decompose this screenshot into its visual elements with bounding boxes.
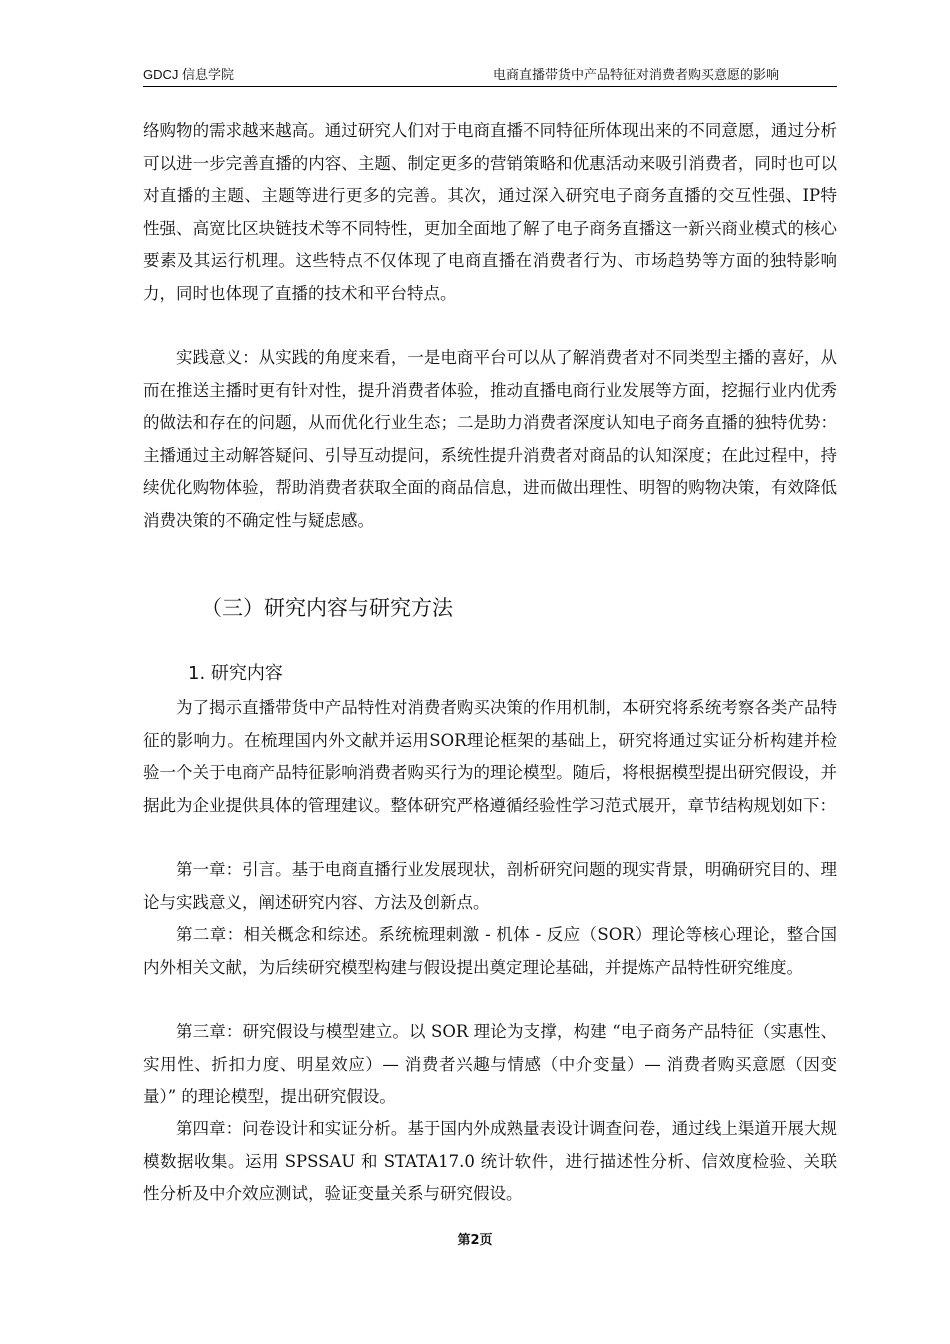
paragraph-chapter-three: 第三章：研究假设与模型建立。以 SOR 理论为支撑，构建 “电子商务产品特征（实惠性、实用性、折扣力度、明星效应）— 消费者兴趣与情感（中介变量）— 消费者购买意愿（因变量）” 的理论模型，提出研究假设。 — [143, 1022, 837, 1106]
page-header — [143, 66, 837, 87]
section-heading: （三）研究内容与研究方法 — [201, 596, 453, 620]
paragraph-chapter-two: 第二章：相关概念和综述。系统梳理刺激 - 机体 - 反应（SOR）理论等核心理论，整合国内外相关文献，为后续研究模型构建与假设提出奠定理论基础，并提炼产品特性研究维度。 — [143, 925, 837, 977]
paragraph-chapter-one: 第一章：引言。基于电商直播行业发展现状，剖析研究问题的现实背景，明确研究目的、理论与实践意义，阐述研究内容、方法及创新点。 — [143, 860, 837, 912]
page-number: 第2页 — [457, 1233, 493, 1248]
header-thesis-title: 电商直播带货中产品特征对消费者购买意愿的影响 — [492, 67, 779, 82]
subsection-heading: 1. 研究内容 — [188, 663, 283, 684]
paragraph-practical-significance: 实践意义：从实践的角度来看，一是电商平台可以从了解消费者对不同类型主播的喜好，从而在推送主播时更有针对性，提升消费者体验，推动直播电商行业发展等方面，挖掘行业内优秀的做法和存在的问题，从而优化行业生态；二是助力消费者深度认知电子商务直播的独特优势：主播通过主动解答疑问、引导互动提问，系统性提升消费者对商品的认知深度；在此过程中，持续优化购物体验，帮助消费者获取全面的商品信息，进而做出理性、明智的购物决策，有效降低消费决策的不确定性与疑虑感。 — [143, 348, 837, 530]
paragraph-significance-continued: 络购物的需求越来越高。通过研究人们对于电商直播不同特征所体现出来的不同意愿，通过分析可以进一步完善直播的内容、主题、制定更多的营销策略和优惠活动来吸引消费者，同时也可以对直播的主题、主题等进行更多的完善。其次，通过深入研究电子商务直播的交互性强、IP特性强、高宽比区块链技术等不同特性，更加全面地了解了电子商务直播这一新兴商业模式的核心要素及其运行机理。这些特点不仅体现了电商直播在消费者行为、市场趋势等方面的独特影响力，同时也体现了直播的技术和平台特点。 — [143, 121, 837, 303]
paragraph-research-intro: 为了揭示直播带货中产品特性对消费者购买决策的作用机制，本研究将系统考察各类产品特征的影响力。在梳理国内外文献并运用SOR理论框架的基础上，研究将通过实证分析构建并检验一个关于电商产品特征影响消费者购买行为的理论模型。随后，将根据模型提出研究假设，并据此为企业提供具体的管理建议。整体研究严格遵循经验性学习范式展开，章节结构规划如下： — [143, 698, 837, 815]
paragraph-chapter-four: 第四章：问卷设计和实证分析。基于国内外成熟量表设计调查问卷，通过线上渠道开展大规模数据收集。运用 SPSSAU 和 STATA17.0 统计软件，进行描述性分析、信效度检验、关联性分析及中介效应测试，验证变量关系与研究假设。 — [143, 1119, 837, 1203]
header-institution: GDCJ 信息学院 — [143, 67, 235, 82]
